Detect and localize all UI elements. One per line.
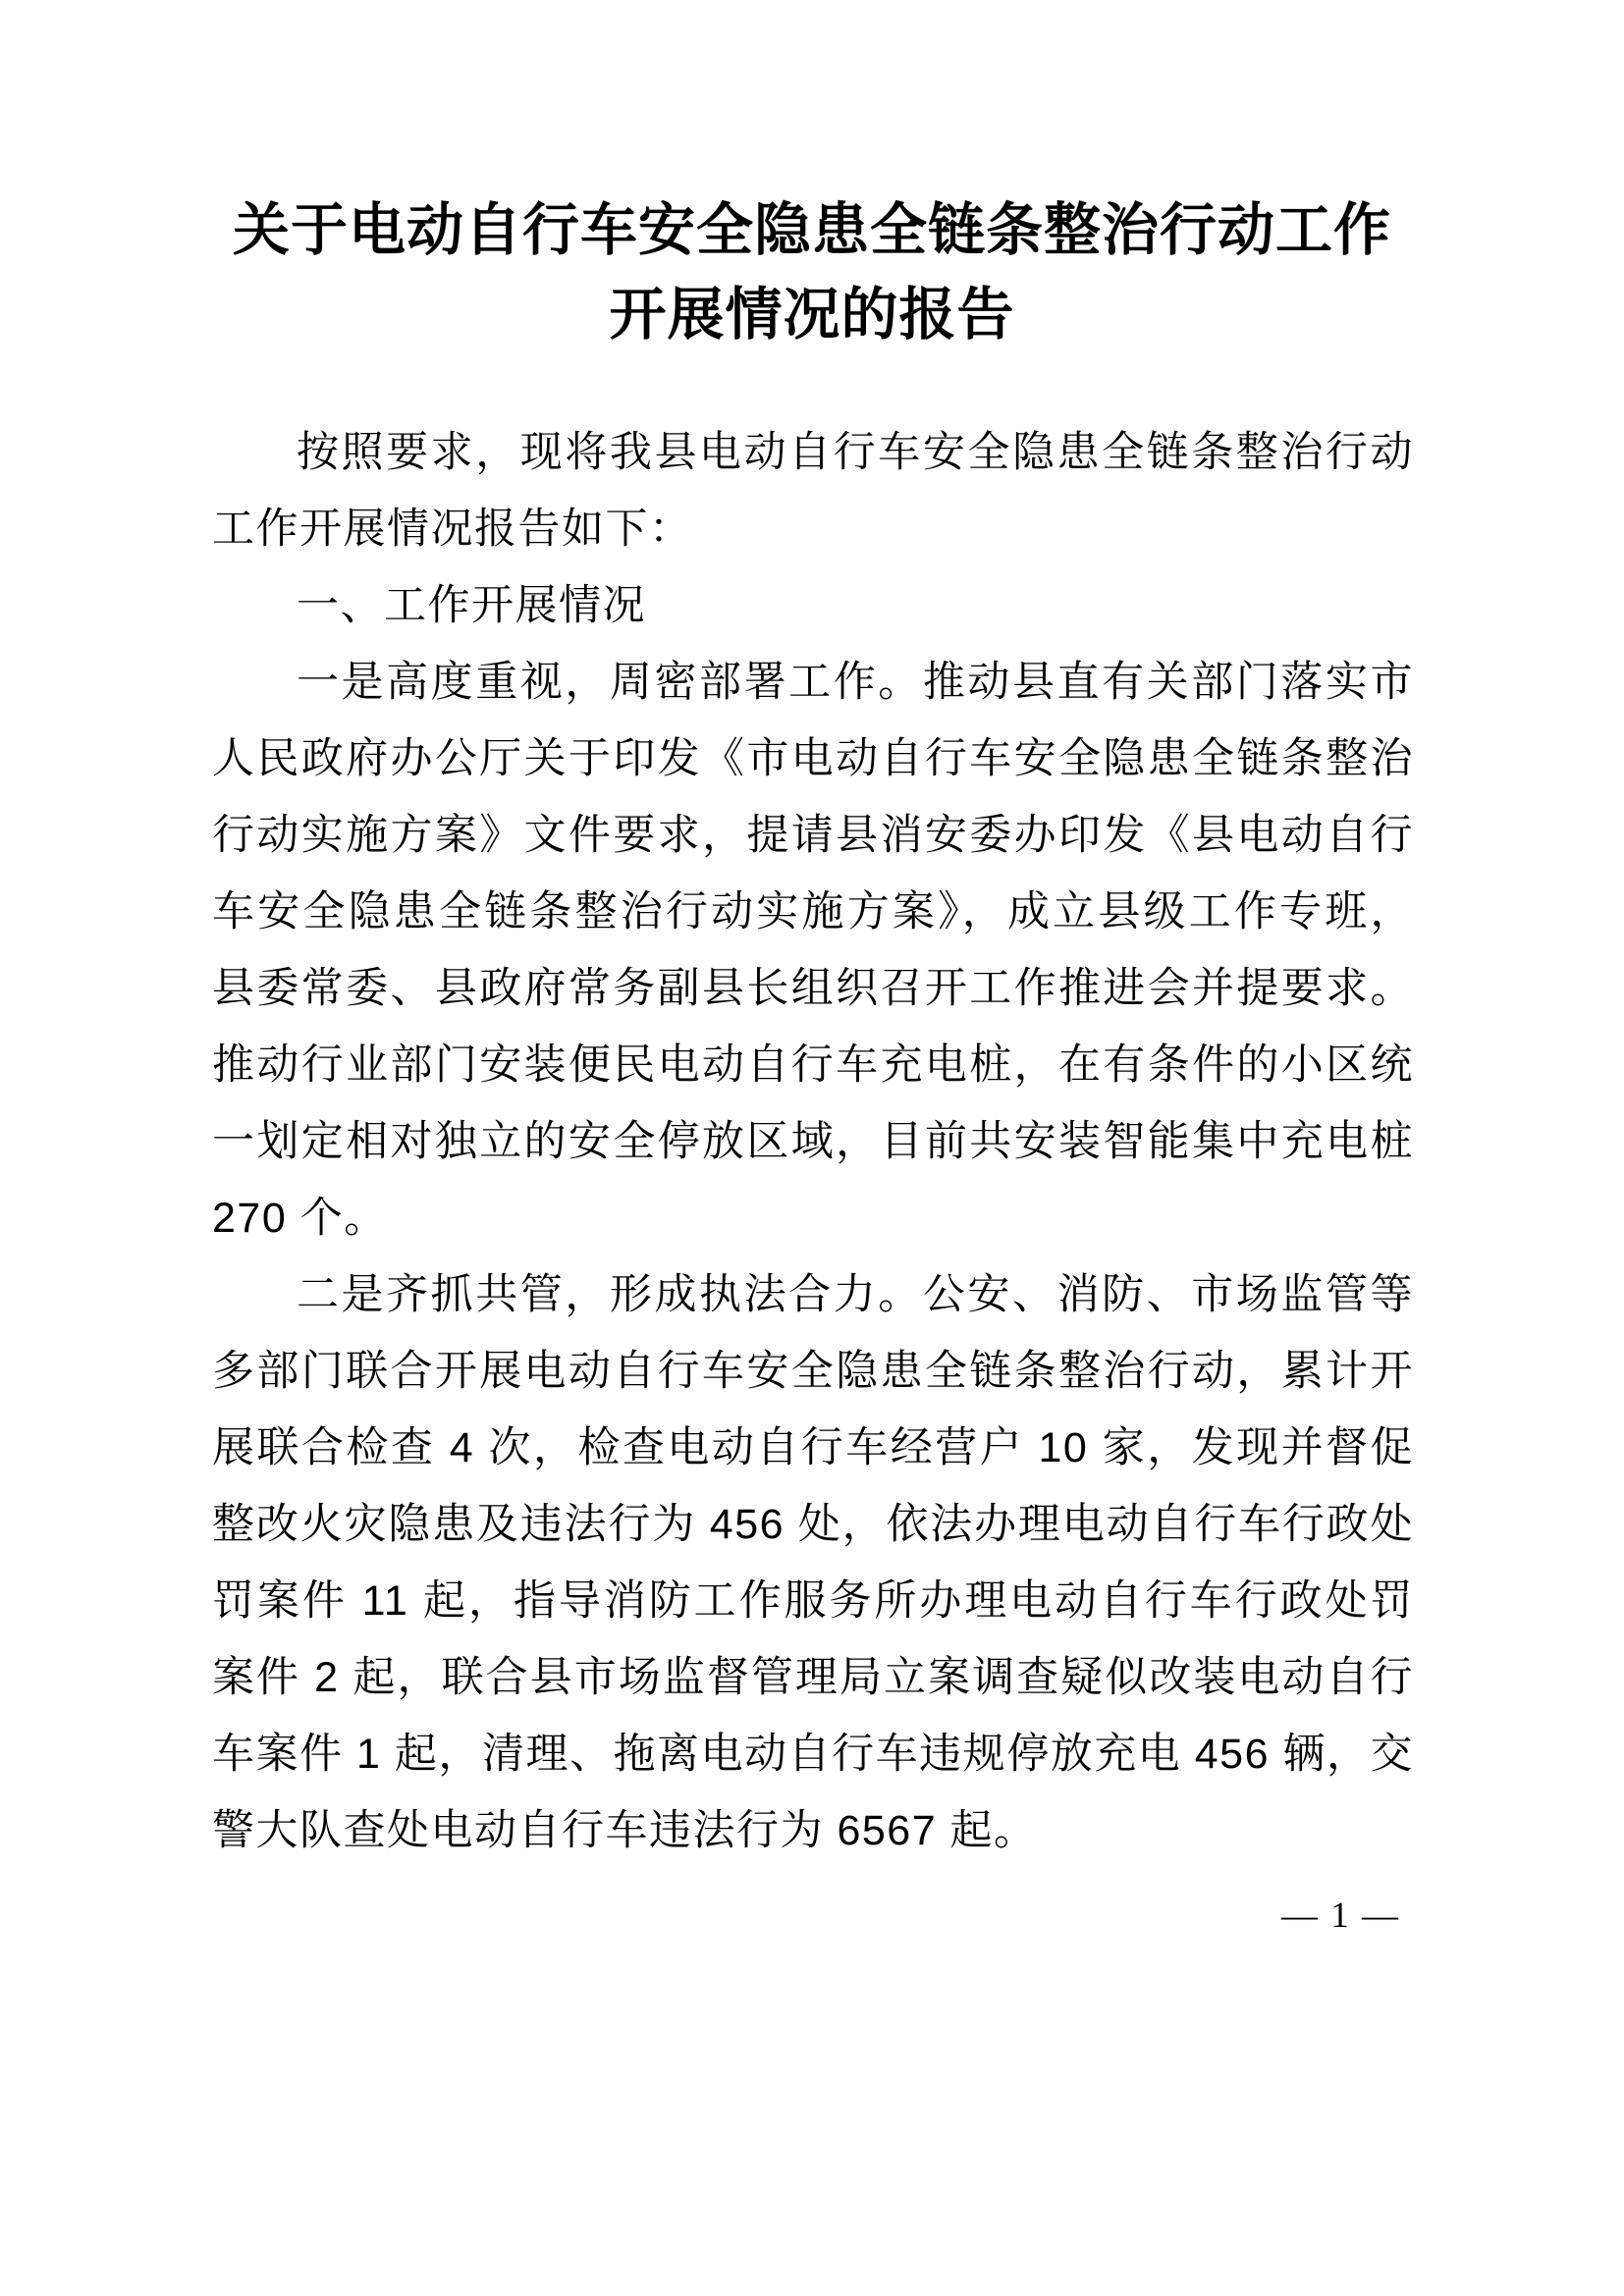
page-number: — 1 — <box>1281 1896 1400 1936</box>
section-heading: 一、工作开展情况 <box>297 582 646 629</box>
paragraph-intro: 按照要求，现将我县电动自行车安全隐患全链条整治行动工作开展情况报告如下： <box>212 429 1414 553</box>
paragraph-point-2: 二是齐抓共管，形成执法合力。公安、消防、市场监管等多部门联合开展电动自行车安全隐患全链条整治行动，累计开展联合检查 4 次，检查电动自行车经营户 10 家，发现并督促整改火灾隐患及违法行为 456 处，依法办理电动自行车行政处罚案件 11 起，指导消防工作服务所办理电动自行车行政处罚案件 2 起，联合县市场监督管理局立案调查疑似改装电动自行车案件 1 起，清理、拖离电动自行车违规停放充电 456 辆，交警大队查处电动自行车违法行为 6567 起。 <box>212 1271 1414 1854</box>
document-title <box>0 0 1624 357</box>
document-body <box>212 414 1414 1869</box>
document-title-line-2: 开展情况的报告 <box>609 283 1015 347</box>
document-title-line-1: 关于电动自行车安全隐患全链条整治行动工作 <box>232 198 1391 262</box>
paragraph-point-1: 一是高度重视，周密部署工作。推动县直有关部门落实市人民政府办公厅关于印发《市电动自行车安全隐患全链条整治行动实施方案》文件要求，提请县消安委办印发《县电动自行车安全隐患全链条整治行动实施方案》，成立县级工作专班，县委常委、县政府常务副县长组织召开工作推进会并提要求。推动行业部门安装便民电动自行车充电桩，在有条件的小区统一划定相对独立的安全停放区域，目前共安装智能集中充电桩 270 个。 <box>212 659 1414 1242</box>
